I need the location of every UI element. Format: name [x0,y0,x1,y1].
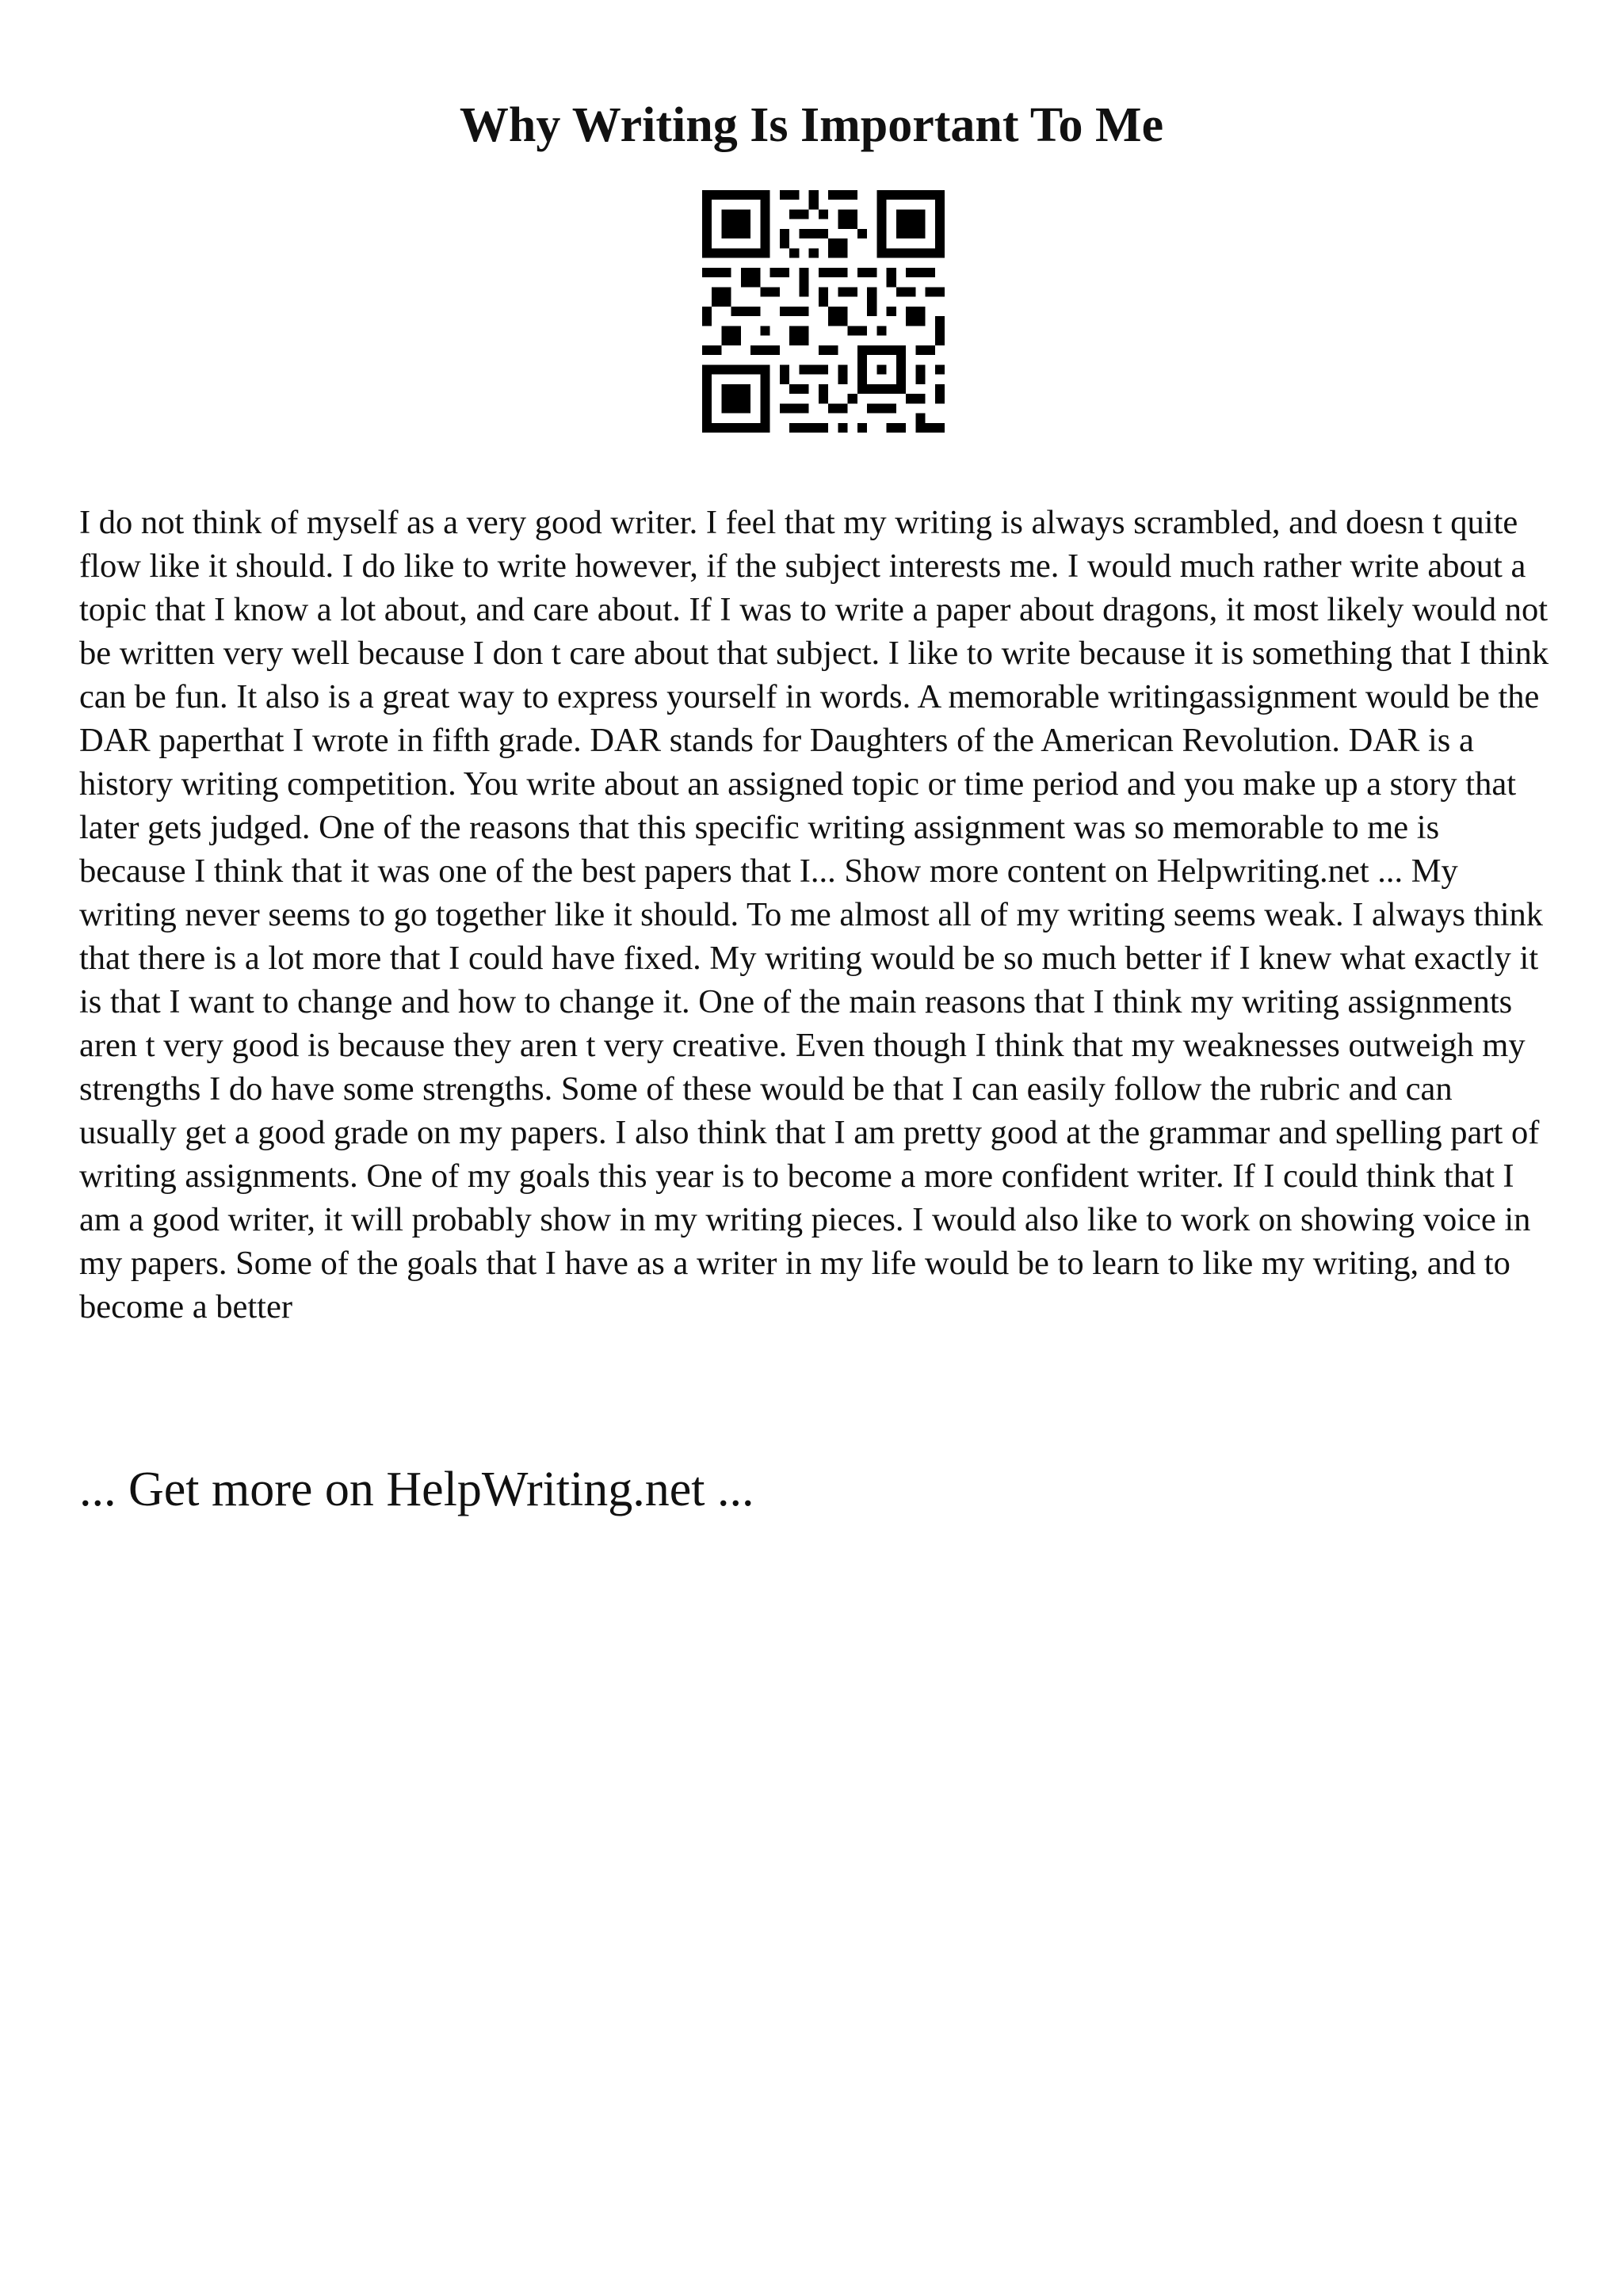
qr-code-icon [702,190,945,433]
document-title: Why Writing Is Important To Me [459,98,1164,152]
body-paragraph: I do not think of myself as a very good writer. I feel that my writing is always scrambled, and doesn t quite flow like it should. I do like to write however, if the subject interests me. I would much rather write about a topic that I know a lot about, and care about. If I was to write a paper about dragons, it most likely would not be written very well because I don t care about that subject. I like to write because it is something that I think can be fun. It also is a great way to express yourself in words. A memorable writingassignment would be the DAR paperthat I wrote in fifth grade. DAR stands for Daughters of the American Revolution. DAR is a history writing competition. You write about an assigned topic or time period and you make up a story that later gets judged. One of the reasons that this specific writing assignment was so memorable to me is because I think that it was one of the best papers that I... Show more content on Helpwriting.net ... My writing never seems to go together like it should. To me almost all of my writing seems weak. I always think that there is a lot more that I could have fixed. My writing would be so much better if I knew what exactly it is that I want to change and how to change it. One of the main reasons that I think my writing assignments aren t very good is because they aren t very creative. Even though I think that my weaknesses outweigh my strengths I do have some strengths. Some of these would be that I can easily follow the rubric and can usually get a good grade on my papers. I also think that I am pretty good at the grammar and spelling part of writing assignments. One of my goals this year is to become a more confident writer. If I could think that I am a good writer, it will probably show in my writing pieces. I would also like to work on showing voice in my papers. Some of the goals that I have as a writer in my life would be to learn to like my writing, and to become a better [79,504,1549,1325]
get-more-link[interactable]: ... Get more on HelpWriting.net ... [79,1463,754,1516]
